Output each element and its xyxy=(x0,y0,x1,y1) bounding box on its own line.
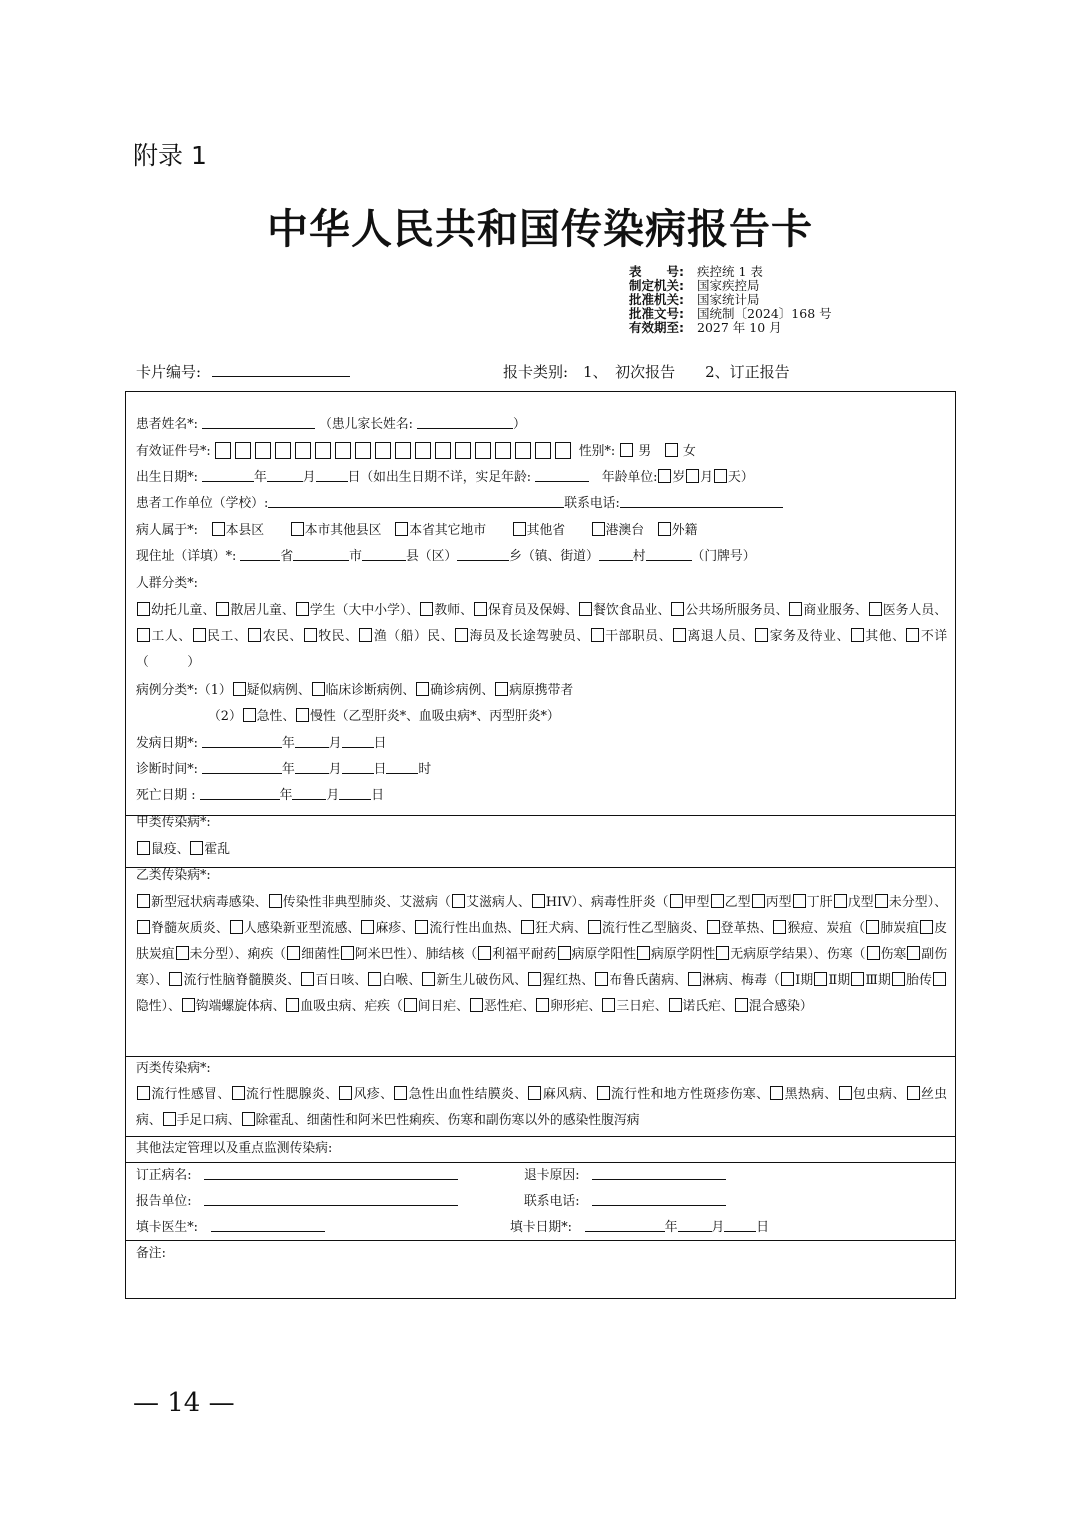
appendix-label: 附录 1 xyxy=(133,141,207,170)
class-b-item-checkbox[interactable] xyxy=(933,972,946,986)
class-c-item-checkbox[interactable] xyxy=(907,1086,920,1100)
meta-row xyxy=(629,293,832,307)
card-number-field[interactable] xyxy=(212,362,350,377)
address-row: 现住址（详填）*: 省 市 县（区） 乡（镇、街道） 村 （门牌号） xyxy=(136,549,756,564)
crowd-item-checkbox[interactable] xyxy=(137,602,150,616)
class-b-item-label: 乙型 xyxy=(724,895,751,910)
class-b-item-label: 狂犬病、 xyxy=(535,921,587,936)
class-c-item-label: 丝虫病、 xyxy=(136,1087,948,1128)
class-a-items: 鼠疫、 霍乱 xyxy=(136,837,947,863)
meta-value: 国家统计局 xyxy=(697,292,760,307)
crowd-item-checkbox[interactable] xyxy=(673,628,686,642)
class-b-item-checkbox[interactable] xyxy=(422,972,435,986)
clinical-case-checkbox[interactable] xyxy=(312,682,325,696)
class-b-item-label: 甲型 xyxy=(683,895,710,910)
belong-city-checkbox[interactable] xyxy=(291,522,304,536)
class-c-item-checkbox[interactable] xyxy=(839,1086,852,1100)
meta-row xyxy=(629,321,832,335)
crowd-label: 人群分类*: xyxy=(136,576,198,591)
dob-row: 出生日期*: 年 月 日（如出生日期不详，实足年龄: 年龄单位: 岁 月 天） xyxy=(136,470,754,485)
dob-day-field[interactable] xyxy=(316,469,348,482)
class-b-item-checkbox[interactable] xyxy=(707,920,720,934)
patient-name-row: 患者姓名*: （患儿家长姓名: ） xyxy=(136,417,526,432)
class-b-item-checkbox[interactable] xyxy=(688,972,701,986)
class-b-item-label: 丙型 xyxy=(765,895,792,910)
crowd-item-label: 保育员及保姆、 xyxy=(487,603,579,618)
crowd-list xyxy=(136,598,947,676)
crowd-item-checkbox[interactable] xyxy=(906,628,919,642)
cholera-checkbox[interactable] xyxy=(190,841,203,855)
crowd-item-label: 幼托儿童、 xyxy=(151,603,216,618)
crowd-item-checkbox[interactable] xyxy=(869,602,882,616)
revised-disease-field[interactable] xyxy=(204,1167,458,1180)
class-c-item-checkbox[interactable] xyxy=(770,1086,783,1100)
meta-row xyxy=(629,265,832,279)
class-b-item-label: 未分型）、 xyxy=(888,895,948,910)
class-b-item-label: 淋病、梅毒（ xyxy=(702,973,781,988)
addr-town-field[interactable] xyxy=(457,548,509,561)
diag-month-field[interactable] xyxy=(295,761,329,774)
class-b-item-label: 传染性非典型肺炎、艾滋病（ xyxy=(282,895,451,910)
class-b-item-label: 利福平耐药 xyxy=(492,947,557,962)
class-b-item-checkbox[interactable] xyxy=(176,946,189,960)
class-b-item-checkbox[interactable] xyxy=(404,998,417,1012)
suspected-case-checkbox[interactable] xyxy=(233,682,246,696)
addr-province-field[interactable] xyxy=(240,548,280,561)
diag-year-field[interactable] xyxy=(202,761,282,774)
death-date-row: 死亡日期 : 年 月 日 xyxy=(136,788,385,803)
class-b-item-label: Ⅱ期 xyxy=(828,973,851,988)
male-checkbox[interactable] xyxy=(620,443,633,457)
class-b-item-label: 病原学阳性 xyxy=(571,947,636,962)
class-b-item-checkbox[interactable] xyxy=(711,894,724,908)
revise-row: 订正病名: 退卡原因: xyxy=(136,1163,947,1189)
class-b-item-checkbox[interactable] xyxy=(670,894,683,908)
class-b-list xyxy=(136,890,947,1020)
patient-name-field[interactable] xyxy=(202,416,315,429)
belong-county-checkbox[interactable] xyxy=(212,522,225,536)
addr-county-field[interactable] xyxy=(362,548,406,561)
onset-date-row: 发病日期*: 年 月 日 xyxy=(136,736,387,751)
class-b-item-checkbox[interactable] xyxy=(892,972,905,986)
case-type-row-1: 病例分类*:（1） 疑似病例、 临床诊断病例、 确诊病例、 病原携带者 xyxy=(136,683,574,698)
case-type-row-2: （2） 急性、 慢性（乙型肝炎*、血吸虫病*、丙型肝炎*） xyxy=(208,709,560,724)
class-b-item-checkbox[interactable] xyxy=(532,894,545,908)
class-b-item-label: 胎传 xyxy=(906,973,933,988)
crowd-item-label: 医务人员、 xyxy=(882,603,948,618)
crowd-item-checkbox[interactable] xyxy=(296,602,309,616)
meta-value: 国统制〔2024〕168 号 xyxy=(697,306,832,321)
crowd-item-checkbox[interactable] xyxy=(789,602,802,616)
class-b-item-label: 病原学阴性 xyxy=(650,947,716,962)
class-b-item-label: 副伤寒）、 xyxy=(136,947,948,988)
meta-key: 批准文号: xyxy=(629,306,684,321)
class-b-item-checkbox[interactable] xyxy=(361,920,374,934)
crowd-item-checkbox[interactable] xyxy=(474,602,487,616)
class-c-item-checkbox[interactable] xyxy=(528,1086,541,1100)
meta-value: 疾控统 1 表 xyxy=(697,264,763,279)
crowd-item-label: 民工、 xyxy=(206,629,248,644)
class-c-item-label: 流行性腮腺炎、 xyxy=(245,1087,339,1102)
class-b-item-checkbox[interactable] xyxy=(528,972,541,986)
onset-day-field[interactable] xyxy=(342,735,374,748)
crowd-item-label: 学生（大中小学）、 xyxy=(309,603,420,618)
plague-checkbox[interactable] xyxy=(137,841,150,855)
class-b-item-label: HIV）、病毒性肝炎（ xyxy=(545,895,669,910)
work-unit-field[interactable] xyxy=(268,495,564,508)
class-b-item-checkbox[interactable] xyxy=(716,946,729,960)
card-number-row xyxy=(136,361,350,382)
class-c-item-checkbox[interactable] xyxy=(232,1086,245,1100)
class-c-item-label: 黑热病、 xyxy=(784,1087,838,1102)
crowd-item-label: 牧民、 xyxy=(317,629,359,644)
belong-foreign-checkbox[interactable] xyxy=(658,522,671,536)
class-b-item-checkbox[interactable] xyxy=(920,920,933,934)
remark-label[interactable]: 备注: xyxy=(136,1246,166,1261)
addr-village-field[interactable] xyxy=(599,548,633,561)
class-c-item-checkbox[interactable] xyxy=(137,1086,150,1100)
class-c-item-label: 急性出血性结膜炎、 xyxy=(408,1087,528,1102)
class-b-item-checkbox[interactable] xyxy=(875,894,888,908)
contact-phone-field[interactable] xyxy=(592,1193,726,1206)
crowd-item-label: 家务及待业、 xyxy=(769,629,850,644)
addr-house-field[interactable] xyxy=(646,548,692,561)
chronic-checkbox[interactable] xyxy=(296,708,309,722)
belong-other-province-checkbox[interactable] xyxy=(513,522,526,536)
belong-hkmo-checkbox[interactable] xyxy=(592,522,605,536)
class-b-item-label: 新生儿破伤风、 xyxy=(436,973,528,988)
age-unit-month-checkbox[interactable] xyxy=(686,469,699,483)
class-b-item-checkbox[interactable] xyxy=(301,972,314,986)
death-day-field[interactable] xyxy=(339,787,371,800)
crowd-item-label: 散居儿童、 xyxy=(230,603,295,618)
class-c-item-checkbox[interactable] xyxy=(597,1086,610,1100)
class-b-item-checkbox[interactable] xyxy=(470,998,483,1012)
class-b-item-checkbox[interactable] xyxy=(773,920,786,934)
class-b-item-checkbox[interactable] xyxy=(851,972,864,986)
class-c-item-checkbox[interactable] xyxy=(242,1112,255,1126)
class-b-item-label: 肺炭疽 xyxy=(880,921,920,936)
crowd-item-checkbox[interactable] xyxy=(420,602,433,616)
carrier-checkbox[interactable] xyxy=(495,682,508,696)
class-c-item-label: 风疹、 xyxy=(353,1087,394,1102)
class-b-item-checkbox[interactable] xyxy=(588,920,601,934)
crowd-item-checkbox[interactable] xyxy=(755,628,768,642)
crowd-item-checkbox[interactable] xyxy=(304,628,317,642)
class-c-item-label: 流行性和地方性斑疹伤寒、 xyxy=(610,1087,770,1102)
dob-year-field[interactable] xyxy=(202,469,254,482)
meta-row xyxy=(629,307,832,321)
class-b-item-checkbox[interactable] xyxy=(478,946,491,960)
class-b-item-checkbox[interactable] xyxy=(735,998,748,1012)
class-b-item-checkbox[interactable] xyxy=(793,894,806,908)
class-b-item-checkbox[interactable] xyxy=(287,946,300,960)
class-b-item-label: Ⅰ期 xyxy=(795,973,814,988)
class-b-item-checkbox[interactable] xyxy=(834,894,847,908)
class-b-item-checkbox[interactable] xyxy=(637,946,650,960)
class-b-item-label: 卵形疟、 xyxy=(550,999,602,1014)
parent-name-field[interactable] xyxy=(417,416,513,429)
crowd-item-checkbox[interactable] xyxy=(671,602,684,616)
class-b-item-checkbox[interactable] xyxy=(286,998,299,1012)
class-c-item-checkbox[interactable] xyxy=(339,1086,352,1100)
crowd-item-checkbox[interactable] xyxy=(193,628,206,642)
class-b-item-checkbox[interactable] xyxy=(752,894,765,908)
addr-city-field[interactable] xyxy=(293,548,349,561)
confirmed-case-checkbox[interactable] xyxy=(416,682,429,696)
class-b-item-label: 丁肝 xyxy=(806,895,833,910)
crowd-item-label: 公共场所服务员、 xyxy=(685,603,789,618)
unit-row: 报告单位: 联系电话: xyxy=(136,1189,947,1215)
class-b-item-checkbox[interactable] xyxy=(269,894,282,908)
crowd-item-label: 海员及长途驾驶员、 xyxy=(469,629,590,644)
class-b-item-label: 流行性出血热、 xyxy=(429,921,520,936)
class-b-item-label: 人感染新亚型流感、 xyxy=(243,921,361,936)
age-field[interactable] xyxy=(535,469,589,482)
fill-year-field[interactable] xyxy=(585,1219,665,1232)
crowd-item-label: 离退人员、 xyxy=(686,629,755,644)
meta-key: 表 号: xyxy=(629,264,684,279)
class-b-item-label: 猩红热、 xyxy=(542,973,595,988)
class-b-item-label: 混合感染） xyxy=(748,999,813,1014)
death-month-field[interactable] xyxy=(292,787,326,800)
class-b-item-label: 猴痘、炭疽（ xyxy=(787,921,866,936)
class-b-item-checkbox[interactable] xyxy=(230,920,243,934)
class-b-item-label: 钩端螺旋体病、 xyxy=(195,999,286,1014)
crowd-item-label: 餐饮食品业、 xyxy=(593,603,671,618)
diag-day-field[interactable] xyxy=(342,761,374,774)
crowd-item-checkbox[interactable] xyxy=(455,628,468,642)
class-b-item-label: 阿米巴性）、肺结核（ xyxy=(354,947,478,962)
crowd-item-checkbox[interactable] xyxy=(359,628,372,642)
crowd-item-label: 农民、 xyxy=(262,629,303,644)
class-b-item-checkbox[interactable] xyxy=(602,998,615,1012)
class-b-item-label: 麻疹、 xyxy=(375,921,415,936)
meta-value: 2027 年 10 月 xyxy=(697,320,782,335)
crowd-item-label: 工人、 xyxy=(151,629,192,644)
class-b-item-checkbox[interactable] xyxy=(341,946,354,960)
class-b-item-label: 流行性乙型脑炎、 xyxy=(601,921,706,936)
meta-key: 有效期至: xyxy=(629,320,684,335)
class-b-item-label: 艾滋病人、 xyxy=(466,895,531,910)
class-b-item-checkbox[interactable] xyxy=(415,920,428,934)
fill-month-field[interactable] xyxy=(678,1219,712,1232)
id-number-boxes[interactable] xyxy=(215,444,575,459)
reject-reason-field[interactable] xyxy=(592,1167,726,1180)
class-c-item-label: 包虫病、 xyxy=(852,1087,906,1102)
class-b-item-label: 布鲁氏菌病、 xyxy=(609,973,688,988)
report-card xyxy=(125,391,956,1299)
class-b-item-checkbox[interactable] xyxy=(452,894,465,908)
crowd-item-checkbox[interactable] xyxy=(137,628,150,642)
belong-province-checkbox[interactable] xyxy=(395,522,408,536)
class-b-item-checkbox[interactable] xyxy=(867,946,880,960)
doctor-row: 填卡医生*: 填卡日期*: 年 月 日 xyxy=(136,1220,770,1235)
crowd-item-label: 教师、 xyxy=(434,603,473,618)
class-a-label: 甲类传染病*: xyxy=(136,815,211,830)
meta-key: 制定机关: xyxy=(629,278,684,293)
class-b-item-label: 诺氏疟、 xyxy=(682,999,734,1014)
crowd-item-label: 商业服务、 xyxy=(803,603,868,618)
age-unit-sui-checkbox[interactable] xyxy=(658,469,671,483)
class-b-item-label: 隐性）、 xyxy=(136,999,181,1014)
class-b-item-label: 细菌性 xyxy=(301,947,340,962)
crowd-item-label: 干部职员、 xyxy=(604,629,672,644)
crowd-item-checkbox[interactable] xyxy=(579,602,592,616)
class-b-item-label: 间日疟、 xyxy=(417,999,469,1014)
class-b-item-label: 白喉、 xyxy=(382,973,422,988)
class-b-item-label: 新型冠状病毒感染、 xyxy=(151,895,268,910)
class-b-item-checkbox[interactable] xyxy=(558,946,571,960)
death-year-field[interactable] xyxy=(200,787,280,800)
belong-row: 病人属于*: 本县区 本市其他县区 本省其它地市 其他省 港澳台 外籍 xyxy=(136,523,698,538)
class-c-item-checkbox[interactable] xyxy=(394,1086,407,1100)
crowd-item-checkbox[interactable] xyxy=(248,628,261,642)
page-title: 中华人民共和国传染病报告卡 xyxy=(267,205,813,253)
onset-year-field[interactable] xyxy=(202,735,282,748)
age-unit-day-checkbox[interactable] xyxy=(714,469,727,483)
class-b-item-checkbox[interactable] xyxy=(814,972,827,986)
work-unit-row: 患者工作单位（学校）: 联系电话: xyxy=(136,491,947,517)
class-b-item-label: 未分型）、痢疾（ xyxy=(189,947,287,962)
class-b-item-label: 脊髓灰质炎、 xyxy=(151,921,229,936)
diag-hour-field[interactable] xyxy=(386,761,418,774)
class-c-item-label: 流行性感冒、 xyxy=(151,1087,231,1102)
crowd-item-label: 渔（船）民、 xyxy=(373,629,454,644)
class-b-item-label: 伤寒 xyxy=(880,947,907,962)
phone-field[interactable] xyxy=(620,495,783,508)
class-b-item-label: 百日咳、 xyxy=(315,973,368,988)
class-b-item-checkbox[interactable] xyxy=(368,972,381,986)
class-c-item-label: 麻风病、 xyxy=(542,1087,596,1102)
class-b-item-checkbox[interactable] xyxy=(169,972,182,986)
reporting-unit-field[interactable] xyxy=(204,1193,458,1206)
meta-key: 批准机关: xyxy=(629,292,684,307)
crowd-item-checkbox[interactable] xyxy=(591,628,604,642)
class-b-item-checkbox[interactable] xyxy=(137,920,150,934)
class-b-item-checkbox[interactable] xyxy=(137,894,150,908)
crowd-item-checkbox[interactable] xyxy=(216,602,229,616)
class-c-item-checkbox[interactable] xyxy=(163,1112,176,1126)
meta-row xyxy=(629,279,832,293)
class-b-item-label: 登革热、 xyxy=(720,921,773,936)
class-b-item-checkbox[interactable] xyxy=(536,998,549,1012)
page-number: — 14 — xyxy=(133,1388,235,1418)
class-b-item-label: 流行性脑脊髓膜炎、 xyxy=(183,973,301,988)
class-c-list xyxy=(136,1082,947,1134)
fill-day-field[interactable] xyxy=(724,1219,756,1232)
doctor-field[interactable] xyxy=(211,1219,325,1232)
class-c-item-label: 除霍乱、细菌性和阿米巴性痢疾、伤寒和副伤寒以外的感染性腹泻病 xyxy=(255,1113,640,1128)
diagnosis-time-row: 诊断时间*: 年 月 日 时 xyxy=(136,762,432,777)
class-b-label: 乙类传染病*: xyxy=(136,868,211,883)
class-b-item-label: 无病原学结果）、伤寒（ xyxy=(730,947,866,962)
dob-month-field[interactable] xyxy=(267,469,303,482)
other-diseases-label: 其他法定管理以及重点监测传染病: xyxy=(136,1141,333,1156)
id-row: 有效证件号*: 性别*: 男 女 xyxy=(136,444,696,459)
class-b-item-checkbox[interactable] xyxy=(866,920,879,934)
class-c-label: 丙类传染病*: xyxy=(136,1061,211,1076)
class-b-item-label: 血吸虫病、疟疾（ xyxy=(300,999,403,1014)
report-type: 报卡类别: 1、 初次报告 2、订正报告 xyxy=(503,363,790,381)
class-b-item-checkbox[interactable] xyxy=(521,920,534,934)
form-meta xyxy=(629,265,832,335)
class-b-item-label: 恶性疟、 xyxy=(483,999,536,1014)
crowd-item-label: 其他、 xyxy=(864,629,906,644)
class-b-item-checkbox[interactable] xyxy=(595,972,608,986)
female-checkbox[interactable] xyxy=(665,443,678,457)
class-b-item-checkbox[interactable] xyxy=(182,998,195,1012)
class-b-item-label: Ⅲ期 xyxy=(865,973,891,988)
onset-month-field[interactable] xyxy=(295,735,329,748)
class-b-item-checkbox[interactable] xyxy=(781,972,794,986)
card-number-label: 卡片编号: xyxy=(136,363,202,381)
class-b-item-checkbox[interactable] xyxy=(669,998,682,1012)
crowd-item-label: 不详（ ） xyxy=(136,629,948,670)
class-b-item-checkbox[interactable] xyxy=(907,946,920,960)
meta-value: 国家疾控局 xyxy=(697,278,760,293)
class-b-item-label: 三日疟、 xyxy=(616,999,668,1014)
crowd-item-checkbox[interactable] xyxy=(851,628,864,642)
class-c-item-label: 手足口病、 xyxy=(176,1113,241,1128)
class-b-item-label: 戊型 xyxy=(847,895,874,910)
acute-checkbox[interactable] xyxy=(243,708,256,722)
class-b-item-label: 皮肤炭疽 xyxy=(136,921,948,962)
